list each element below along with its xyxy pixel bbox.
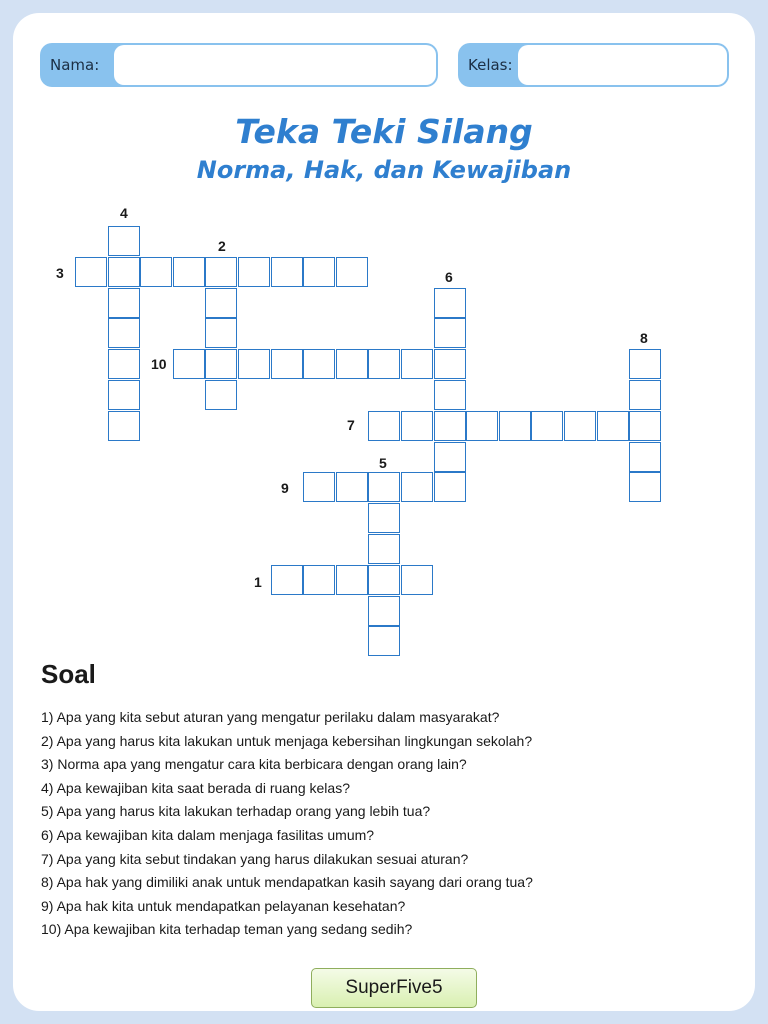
clue-number-7: 7 <box>347 417 355 433</box>
crossword-cell[interactable] <box>140 257 172 287</box>
clue-number-5: 5 <box>379 455 387 471</box>
crossword-cell[interactable] <box>368 349 400 379</box>
class-field <box>458 43 729 87</box>
clue-number-10: 10 <box>151 356 167 372</box>
crossword-cell[interactable] <box>205 257 237 287</box>
page-title: Teka Teki Silang <box>235 112 533 151</box>
question-item: 10) Apa kewajiban kita terhadap teman yang sedang sedih? <box>41 921 413 938</box>
page-subtitle: Norma, Hak, dan Kewajiban <box>196 156 572 184</box>
question-item: 6) Apa kewajiban kita dalam menjaga fasilitas umum? <box>41 826 375 843</box>
crossword-cell[interactable] <box>531 411 563 441</box>
crossword-cell[interactable] <box>108 288 140 318</box>
crossword-cell[interactable] <box>434 411 466 441</box>
clue-number-8: 8 <box>640 330 648 346</box>
crossword-cell[interactable] <box>597 411 629 441</box>
crossword-cell[interactable] <box>434 288 466 318</box>
crossword-cell[interactable] <box>368 626 400 656</box>
crossword-cell[interactable] <box>303 349 335 379</box>
crossword-cell[interactable] <box>434 349 466 379</box>
crossword-cell[interactable] <box>108 411 140 441</box>
crossword-cell[interactable] <box>336 349 368 379</box>
crossword-cell[interactable] <box>401 565 433 595</box>
clue-number-2: 2 <box>218 238 226 254</box>
crossword-cell[interactable] <box>108 257 140 287</box>
crossword-cell[interactable] <box>336 565 368 595</box>
crossword-cell[interactable] <box>629 380 661 410</box>
crossword-cell[interactable] <box>401 472 433 502</box>
crossword-cell[interactable] <box>434 380 466 410</box>
question-item: 2) Apa yang harus kita lakukan untuk menjaga kebersihan lingkungan sekolah? <box>41 732 533 749</box>
crossword-cell[interactable] <box>108 380 140 410</box>
clue-number-6: 6 <box>445 269 453 285</box>
crossword-cell[interactable] <box>173 349 205 379</box>
crossword-cell[interactable] <box>629 442 661 472</box>
crossword-cell[interactable] <box>434 318 466 348</box>
crossword-cell[interactable] <box>401 411 433 441</box>
crossword-cell[interactable] <box>108 226 140 256</box>
clue-number-3: 3 <box>56 265 64 281</box>
question-item: 1) Apa yang kita sebut aturan yang mengatur perilaku dalam masyarakat? <box>41 709 500 725</box>
crossword-cell[interactable] <box>271 565 303 595</box>
crossword-cell[interactable] <box>75 257 107 287</box>
question-item: 7) Apa yang kita sebut tindakan yang harus dilakukan sesuai aturan? <box>41 850 469 867</box>
crossword-cell[interactable] <box>205 318 237 348</box>
question-item: 3) Norma apa yang mengatur cara kita berbicara dengan orang lain? <box>41 756 467 773</box>
crossword-cell[interactable] <box>303 257 335 287</box>
crossword-cell[interactable] <box>629 349 661 379</box>
crossword-cell[interactable] <box>336 472 368 502</box>
crossword-cell[interactable] <box>303 472 335 502</box>
crossword-cell[interactable] <box>238 349 270 379</box>
footer-brand: SuperFive5 <box>311 968 477 1008</box>
crossword-cell[interactable] <box>205 288 237 318</box>
crossword-cell[interactable] <box>303 565 335 595</box>
question-list <box>41 706 533 942</box>
crossword-cell[interactable] <box>205 349 237 379</box>
crossword-cell[interactable] <box>271 349 303 379</box>
crossword-cell[interactable] <box>434 442 466 472</box>
crossword-cell[interactable] <box>108 349 140 379</box>
crossword-cell[interactable] <box>368 472 400 502</box>
crossword-cell[interactable] <box>271 257 303 287</box>
crossword-cell[interactable] <box>173 257 205 287</box>
soal-heading: Soal <box>41 659 96 689</box>
class-label: Kelas: <box>468 56 513 74</box>
question-item: 4) Apa kewajiban kita saat berada di ruang kelas? <box>41 779 350 796</box>
crossword-cell[interactable] <box>368 411 400 441</box>
crossword-cell[interactable] <box>108 318 140 348</box>
question-item: 8) Apa hak yang dimiliki anak untuk mendapatkan kasih sayang dari orang tua? <box>41 874 533 891</box>
crossword-cell[interactable] <box>564 411 596 441</box>
class-input[interactable] <box>518 45 727 85</box>
crossword-cell[interactable] <box>368 565 400 595</box>
clue-number-1: 1 <box>254 574 262 590</box>
crossword-cell[interactable] <box>205 380 237 410</box>
clue-number-9: 9 <box>281 480 289 496</box>
crossword-cell[interactable] <box>368 534 400 564</box>
crossword-cell[interactable] <box>336 257 368 287</box>
crossword-cell[interactable] <box>499 411 531 441</box>
name-input[interactable] <box>114 45 436 85</box>
crossword-cell[interactable] <box>629 472 661 502</box>
crossword-cell[interactable] <box>434 472 466 502</box>
crossword-cell[interactable] <box>629 411 661 441</box>
crossword-cell[interactable] <box>368 596 400 626</box>
crossword-cell[interactable] <box>401 349 433 379</box>
name-label: Nama: <box>50 56 100 74</box>
question-item: 5) Apa yang harus kita lakukan terhadap orang yang lebih tua? <box>41 803 431 820</box>
name-field <box>40 43 438 87</box>
crossword-cell[interactable] <box>238 257 270 287</box>
crossword-cell[interactable] <box>368 503 400 533</box>
question-item: 9) Apa hak kita untuk mendapatkan pelayanan kesehatan? <box>41 897 406 914</box>
clue-number-4: 4 <box>120 205 128 221</box>
crossword-cell[interactable] <box>466 411 498 441</box>
